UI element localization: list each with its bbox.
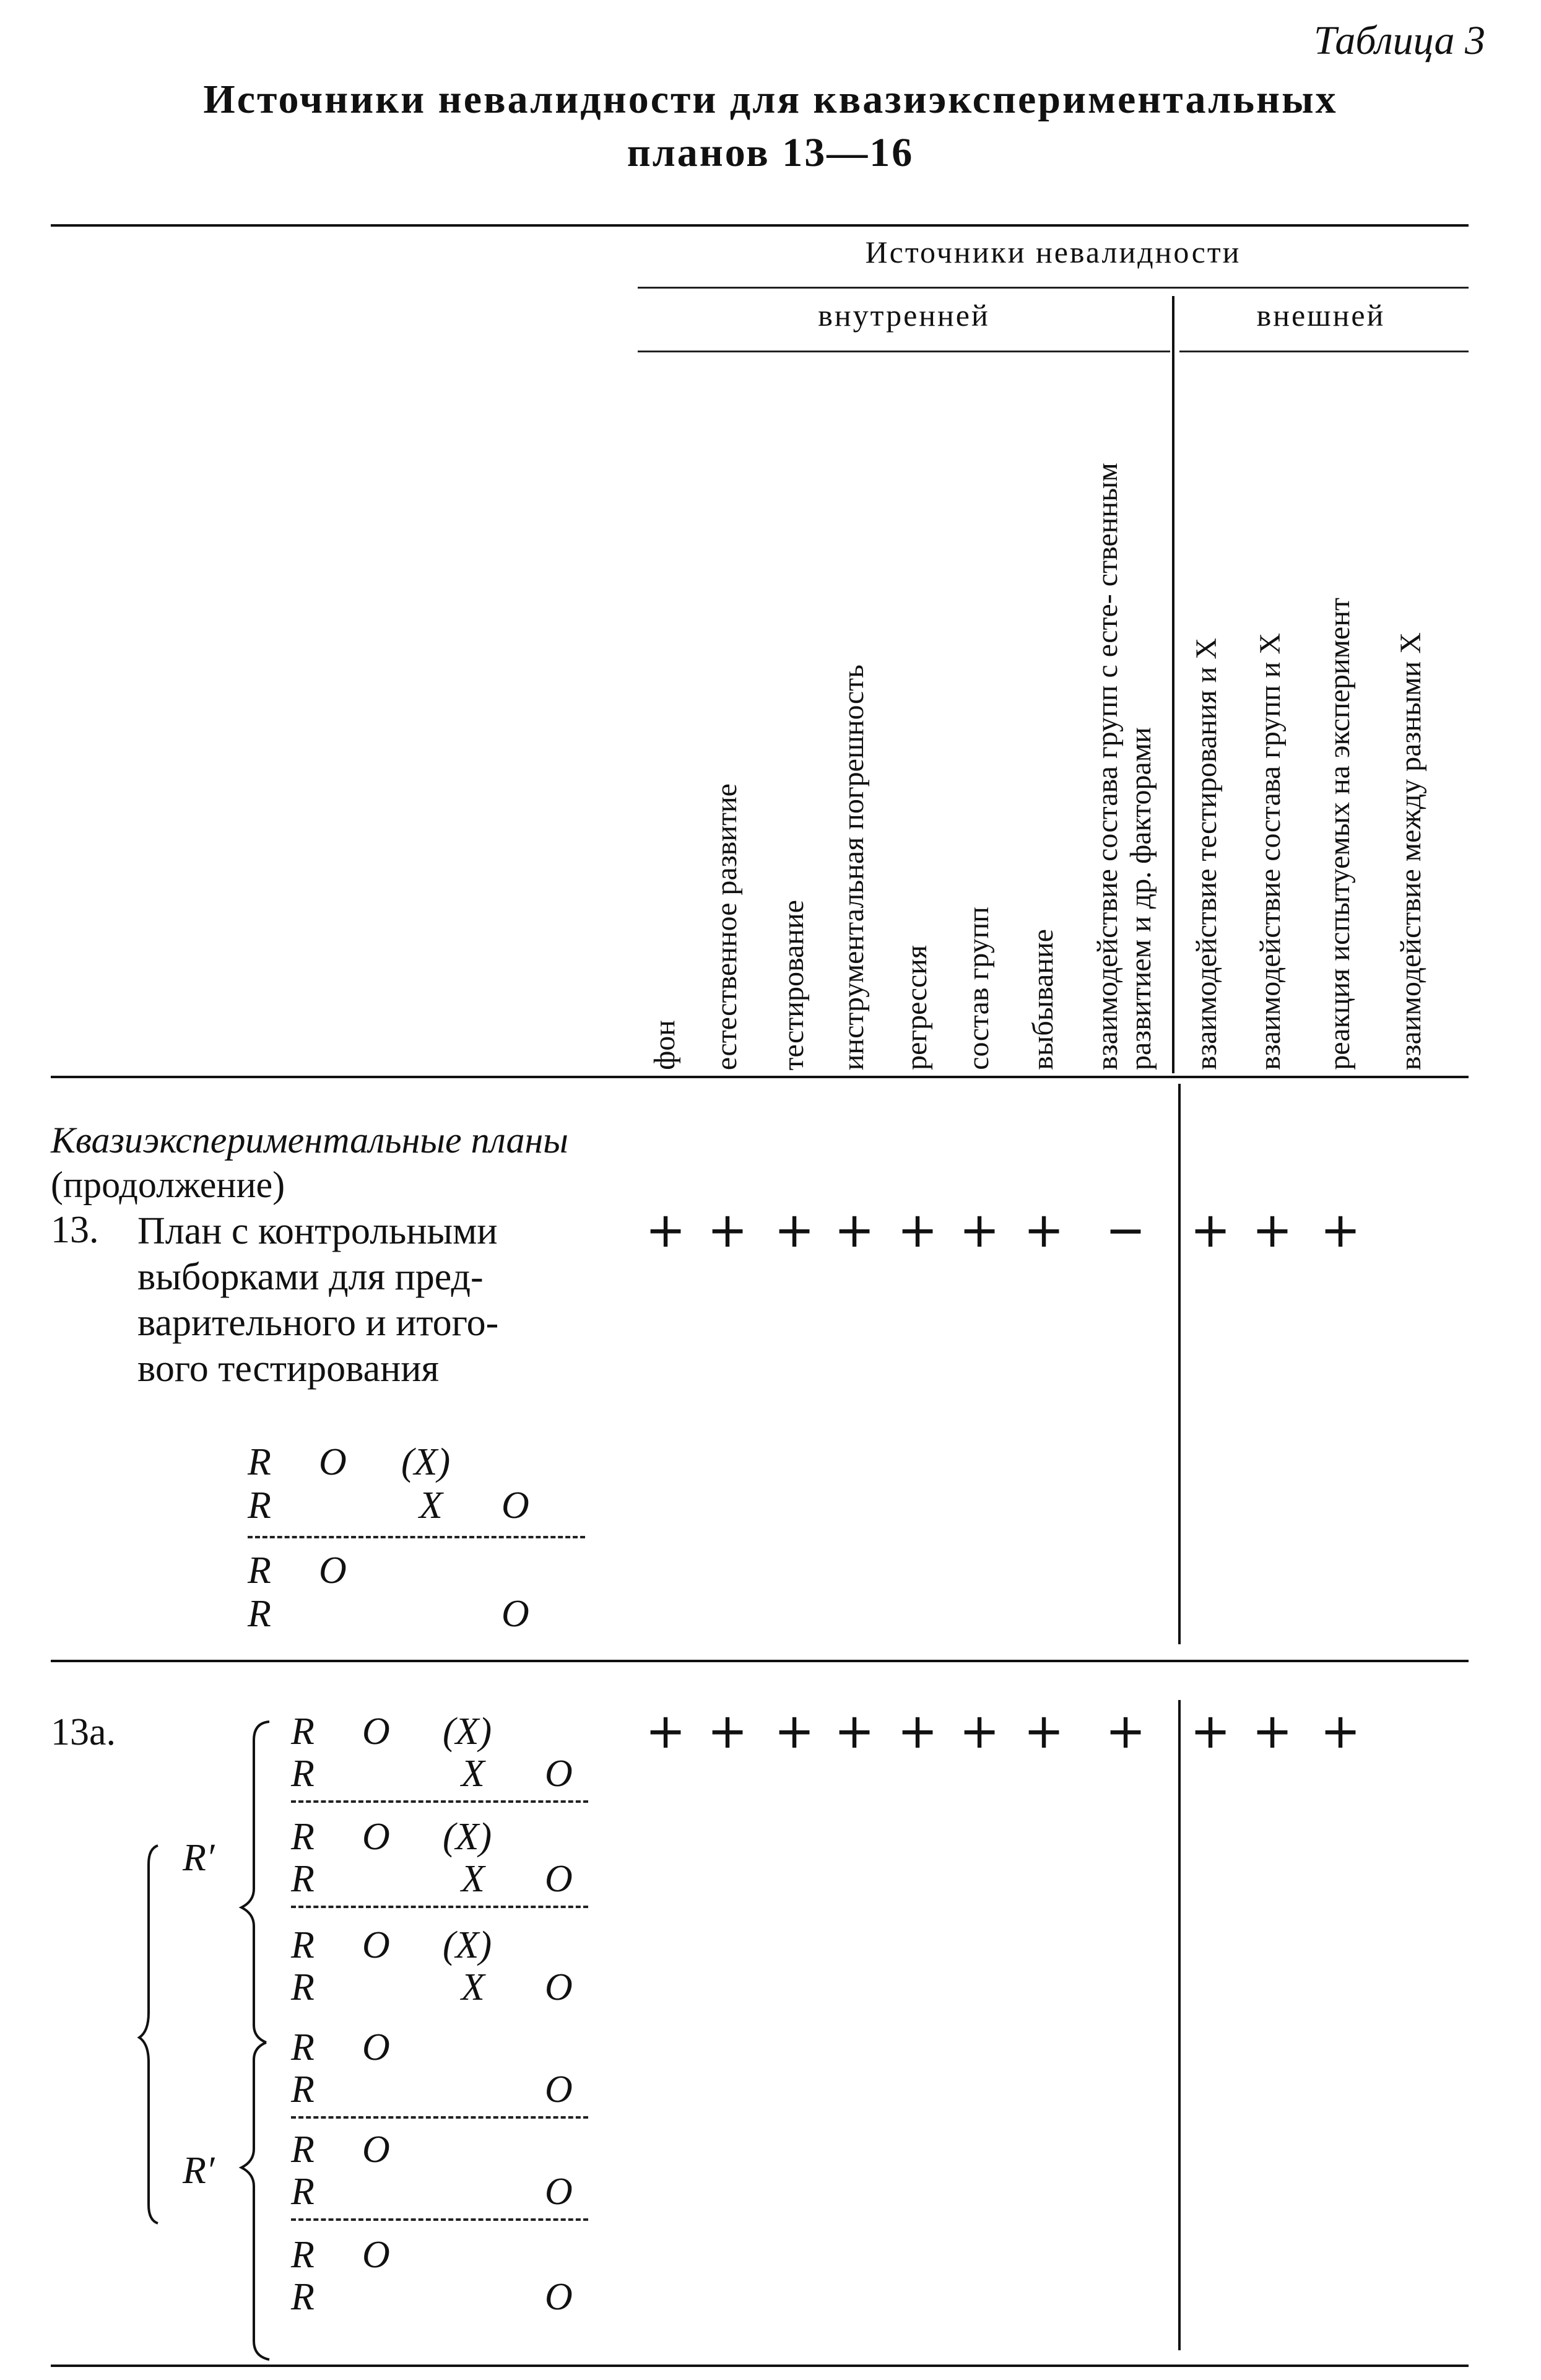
- sym-x: X: [419, 1484, 443, 1527]
- header-bottom-rule: [51, 1076, 1469, 1078]
- sym-r: R: [248, 1593, 271, 1635]
- row-13-mark: +: [645, 1203, 686, 1258]
- sym-o: O: [545, 2276, 573, 2318]
- row-13-mark: +: [897, 1203, 938, 1258]
- sym-o: O: [545, 1858, 573, 1900]
- column-header: реакция испытуемых на эксперимент: [1323, 598, 1356, 1070]
- dashed-separator: [291, 2116, 588, 2119]
- row-13a-mark: +: [959, 1704, 1000, 1759]
- sym-x: X: [461, 1753, 485, 1795]
- section-title-italic: Квазиэкспериментальные планы: [51, 1120, 568, 1161]
- sym-x-paren: (X): [401, 1441, 451, 1483]
- column-header: естественное развитие: [710, 783, 743, 1070]
- row-13a-braces: [130, 1715, 279, 2366]
- row-13-line: выборками для пред-: [137, 1256, 484, 1298]
- sym-r: R: [291, 1753, 315, 1795]
- title-line-2: планов 13—16: [627, 130, 914, 175]
- body-divider-row13: [1178, 1084, 1181, 1644]
- row-13-line: варительного и итого-: [137, 1302, 499, 1344]
- sym-x: X: [461, 1858, 485, 1900]
- table-top-rule: [51, 224, 1469, 227]
- header-divider: [1172, 296, 1174, 1073]
- sym-r: R: [291, 1711, 315, 1753]
- row-13a-mark: +: [1320, 1704, 1361, 1759]
- dashed-separator: [248, 1536, 585, 1538]
- row-13a-mark: +: [774, 1704, 815, 1759]
- sym-r: R: [291, 2171, 315, 2213]
- sym-o: O: [545, 1966, 573, 2008]
- row-separator-rule: [51, 1660, 1469, 1662]
- header-group: Источники невалидности: [865, 235, 1241, 269]
- row-13a-mark: +: [897, 1704, 938, 1759]
- table-title: [0, 73, 1541, 180]
- row-13a-mark: +: [1252, 1704, 1293, 1759]
- sym-x: X: [461, 1966, 485, 2008]
- sym-r: R: [291, 1966, 315, 2008]
- row-13a-mark: +: [1190, 1704, 1231, 1759]
- row-13a-mark: +: [834, 1704, 875, 1759]
- section-title: [51, 1118, 568, 1207]
- row-13-mark: +: [707, 1203, 748, 1258]
- row-13a-number: 13а.: [51, 1711, 116, 1753]
- row-13a-mark: +: [1105, 1704, 1146, 1759]
- sym-o: O: [319, 1441, 347, 1483]
- sym-o: O: [362, 1711, 390, 1753]
- sym-r: R: [291, 1858, 315, 1900]
- sym-r: R: [248, 1441, 271, 1483]
- row-13-mark: +: [1023, 1203, 1064, 1258]
- sym-r: R: [291, 2068, 315, 2111]
- sym-r: R: [291, 1816, 315, 1858]
- sym-o: O: [545, 2171, 573, 2213]
- sym-o: O: [362, 2026, 390, 2068]
- sym-r: R: [291, 1924, 315, 1966]
- row-13-mark: −: [1105, 1203, 1146, 1258]
- sym-o: O: [501, 1484, 529, 1527]
- row-13-description: [137, 1208, 498, 1392]
- sym-x-paren: (X): [443, 1816, 492, 1858]
- row-13a-mark: +: [707, 1704, 748, 1759]
- sym-o: O: [362, 1816, 390, 1858]
- dashed-separator: [291, 1906, 588, 1908]
- section-title-normal: (продолжение): [51, 1164, 285, 1205]
- row-13-mark: +: [834, 1203, 875, 1258]
- header-internal: внутренней: [818, 298, 990, 333]
- row-13-mark: +: [1252, 1203, 1293, 1258]
- column-header: взаимодействие между разными X: [1394, 632, 1427, 1070]
- row-13a-mark: +: [645, 1704, 686, 1759]
- sym-r: R: [291, 2276, 315, 2318]
- row-13-mark: +: [1320, 1203, 1361, 1258]
- sym-o: O: [545, 2068, 573, 2111]
- sym-r: R: [291, 2026, 315, 2068]
- sym-o: O: [545, 1753, 573, 1795]
- header-external-rule: [1179, 351, 1469, 352]
- row-13-mark: +: [774, 1203, 815, 1258]
- column-header: взаимодействие состава групп и X: [1254, 633, 1287, 1070]
- dashed-separator: [291, 1800, 588, 1803]
- column-header: тестирование: [777, 899, 810, 1070]
- table-label: Таблица 3: [1314, 18, 1485, 63]
- sym-r: R: [291, 2129, 315, 2171]
- column-header: выбывание: [1027, 929, 1059, 1070]
- sym-r: R: [248, 1484, 271, 1527]
- sym-o: O: [362, 1924, 390, 1966]
- column-header: взаимодействие состава групп с есте- ственным развитием и др. факторами: [1091, 463, 1157, 1070]
- brace-label-r-prime: R′: [183, 1837, 215, 1879]
- sym-x-paren: (X): [443, 1711, 492, 1753]
- row-13-mark: +: [1190, 1203, 1231, 1258]
- column-header: регрессия: [900, 945, 933, 1070]
- sym-o: O: [501, 1593, 529, 1635]
- row-13-line: вого тестирования: [137, 1348, 440, 1390]
- dashed-separator: [291, 2218, 588, 2221]
- column-header: взаимодействие тестирования и X: [1190, 638, 1223, 1070]
- body-divider-row13a: [1178, 1700, 1181, 2350]
- brace-label-r-prime: R′: [183, 2150, 215, 2192]
- column-header: состав групп: [962, 907, 995, 1070]
- header-group-rule: [638, 287, 1469, 289]
- row-13-number: 13.: [51, 1209, 99, 1251]
- column-header: фон: [648, 1020, 681, 1070]
- row-13a-mark: +: [1023, 1704, 1064, 1759]
- column-header: инструментальная погрешность: [837, 664, 870, 1070]
- title-line-1: Источники невалидности для квазиэкспериментальных: [203, 77, 1338, 122]
- sym-o: O: [362, 2129, 390, 2171]
- sym-r: R: [248, 1550, 271, 1592]
- sym-o: O: [319, 1550, 347, 1592]
- sym-x-paren: (X): [443, 1924, 492, 1966]
- sym-r: R: [291, 2234, 315, 2276]
- header-internal-rule: [638, 351, 1170, 352]
- header-external: внешней: [1256, 298, 1386, 333]
- sym-o: O: [362, 2234, 390, 2276]
- row-13-line: План с контрольными: [137, 1210, 498, 1252]
- row-13-mark: +: [959, 1203, 1000, 1258]
